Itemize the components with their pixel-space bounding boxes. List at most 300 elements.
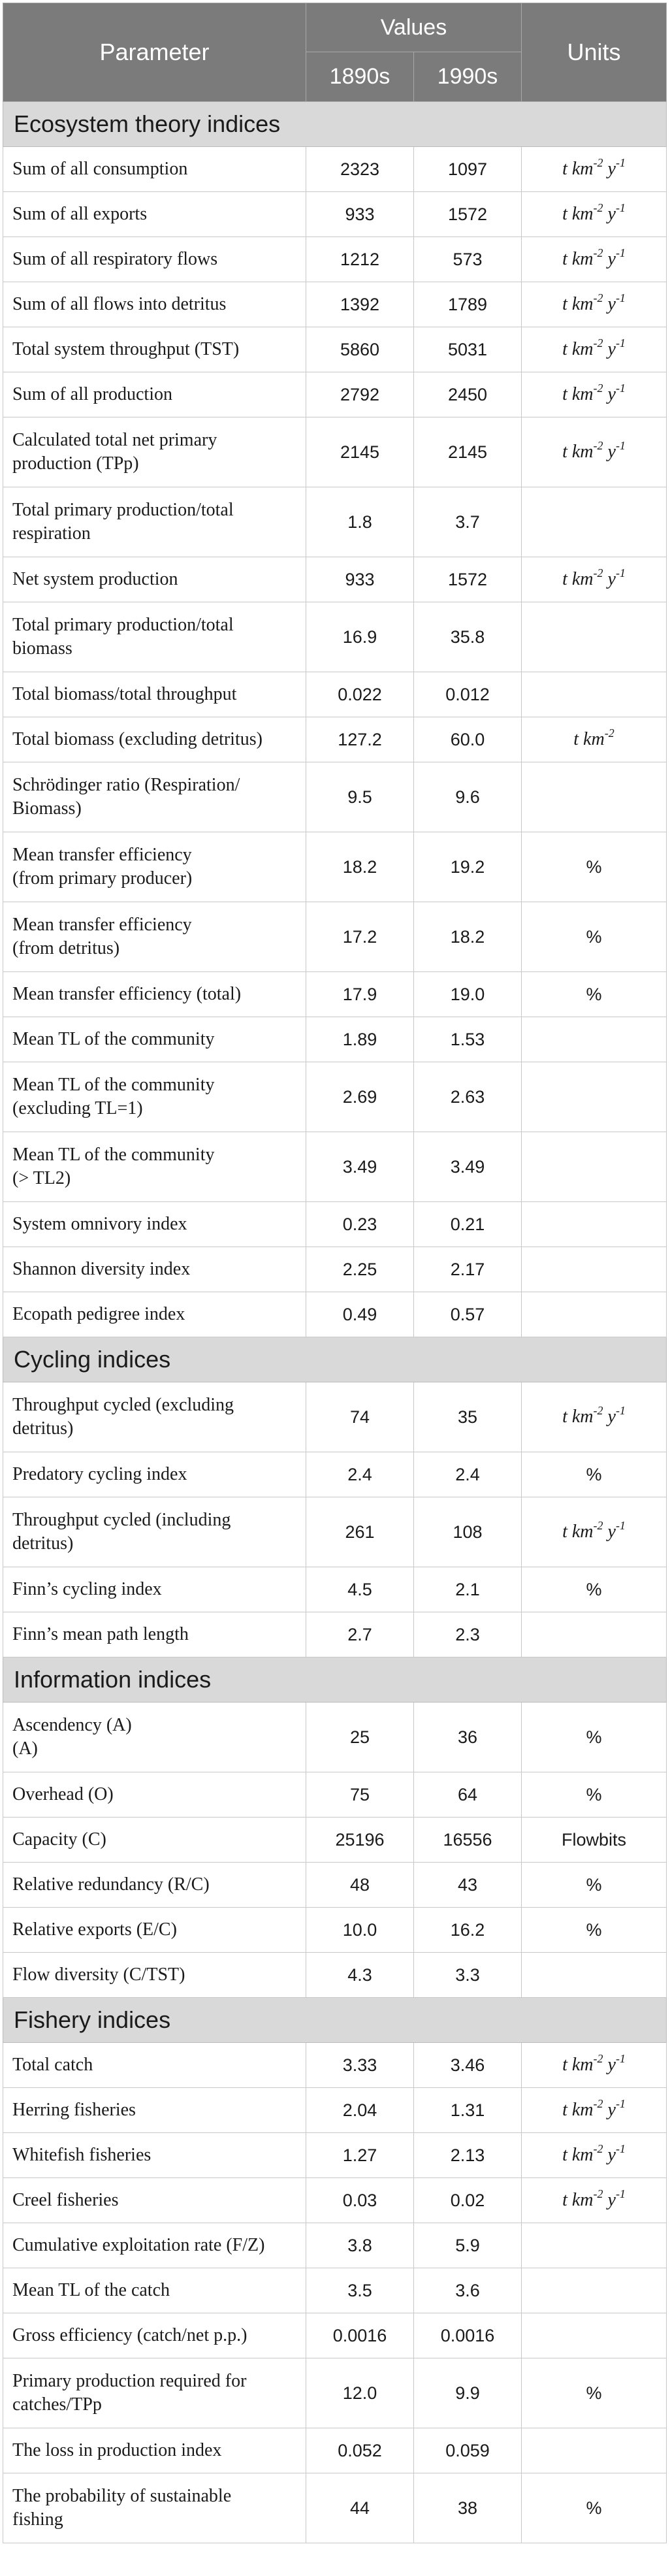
table-row [3,1818,667,1863]
parameter-cell [3,327,306,372]
table-row [3,2268,667,2313]
parameter-cell [3,2358,306,2428]
value-1990s: 2.17 [414,1247,522,1292]
unit-base: y [603,2145,616,2165]
parameter-line: Predatory cycling index [12,1464,187,1484]
parameter-line: Sum of all respiratory flows [12,249,218,269]
parameter-line: Sum of all consumption [12,159,188,179]
table-row [3,327,667,372]
parameter-cell [3,1818,306,1863]
table-row [3,487,667,557]
units-cell [522,282,667,327]
unit-base: t km [573,729,605,749]
value-1890s: 0.23 [306,1202,414,1247]
parameter-line: (A) [12,1738,38,1759]
unit-base: t km [562,2100,594,2120]
table-row [3,1612,667,1657]
units-cell [522,672,667,717]
unit-base: y [603,442,616,462]
parameter-cell [3,1292,306,1337]
value-1990s: 2.63 [414,1062,522,1132]
unit-exponent: -2 [593,382,603,395]
unit-exponent: -1 [615,2187,626,2200]
units-cell [522,147,667,192]
value-1890s: 18.2 [306,832,414,902]
parameter-cell [3,602,306,672]
unit-exponent: -1 [615,382,626,395]
table-row [3,1202,667,1247]
value-1890s: 25196 [306,1818,414,1863]
unit-base: y [603,569,616,589]
units-cell [522,1497,667,1567]
units-cell: % [522,1863,667,1908]
value-1890s: 0.022 [306,672,414,717]
parameter-line: Mean transfer efficiency [12,845,192,865]
value-1890s: 3.5 [306,2268,414,2313]
table-row [3,1382,667,1452]
unit-exponent: -2 [593,336,603,350]
table-row [3,237,667,282]
value-1890s: 2.7 [306,1612,414,1657]
value-1990s: 1.31 [414,2088,522,2133]
section-header [3,1657,667,1703]
units-cell [522,2178,667,2223]
table-row [3,282,667,327]
parameter-line: Primary production required for [12,2371,247,2391]
units-cell: % [522,902,667,972]
table-row [3,2313,667,2358]
value-1990s: 1.53 [414,1017,522,1062]
parameter-cell [3,832,306,902]
parameter-cell [3,762,306,832]
section-title: Information indices [3,1657,667,1703]
parameter-line: Relative redundancy (R/C) [12,1874,210,1895]
parameter-line: Cumulative exploitation rate (F/Z) [12,2235,265,2255]
parameter-cell [3,237,306,282]
value-1890s: 1.27 [306,2133,414,2178]
parameter-line: respiration [12,523,91,544]
unit-exponent: -2 [593,1519,603,1532]
value-1890s: 2.04 [306,2088,414,2133]
units-cell [522,192,667,237]
parameter-cell [3,717,306,762]
table-row [3,2133,667,2178]
units-cell: % [522,1452,667,1497]
parameter-cell [3,1247,306,1292]
unit-base: t km [562,1407,594,1427]
value-1990s: 3.6 [414,2268,522,2313]
parameter-line: (> TL2) [12,1168,71,1188]
parameter-cell [3,2428,306,2473]
table-row [3,417,667,487]
unit-base: t km [562,204,594,224]
value-1890s: 261 [306,1497,414,1567]
table-row [3,192,667,237]
value-1890s: 2323 [306,147,414,192]
parameter-line: Shannon diversity index [12,1259,191,1279]
unit-exponent: -1 [615,2142,626,2155]
units-cell [522,1292,667,1337]
parameter-cell [3,1452,306,1497]
units-cell: % [522,1772,667,1818]
table-row [3,1953,667,1998]
value-1990s: 1572 [414,557,522,602]
units-cell [522,1953,667,1998]
value-1890s: 2.25 [306,1247,414,1292]
units-cell [522,1382,667,1452]
unit-exponent: -1 [615,2052,626,2065]
table-row [3,1863,667,1908]
unit-exponent: -1 [615,439,626,452]
parameter-line: Whitefish fisheries [12,2145,152,2165]
parameter-cell [3,1132,306,1202]
units-cell: % [522,832,667,902]
table-row [3,1772,667,1818]
units-cell: % [522,2473,667,2543]
unit-base: y [603,249,616,269]
parameter-cell [3,1772,306,1818]
parameter-cell [3,672,306,717]
parameter-line: The probability of sustainable [12,2486,232,2506]
units-cell [522,1062,667,1132]
parameter-cell [3,1497,306,1567]
value-1990s: 18.2 [414,902,522,972]
table-row [3,602,667,672]
table-row [3,2428,667,2473]
header-values: Values [306,3,522,52]
table-header [3,3,667,102]
value-1890s: 1.8 [306,487,414,557]
unit-base: y [603,159,616,179]
table-row [3,972,667,1017]
parameter-cell [3,902,306,972]
value-1990s: 108 [414,1497,522,1567]
table-row [3,1247,667,1292]
unit-exponent: -2 [593,439,603,452]
table-row [3,2358,667,2428]
unit-exponent: -2 [604,726,614,740]
units-cell [522,372,667,417]
parameter-cell [3,2473,306,2543]
unit-exponent: -2 [593,156,603,169]
value-1890s: 127.2 [306,717,414,762]
parameter-line: Schrödinger ratio (Respiration/ [12,775,240,795]
parameter-line: Total system throughput (TST) [12,339,240,359]
parameter-line: Total biomass/total throughput [12,684,237,704]
parameter-cell [3,147,306,192]
parameter-line: Mean transfer efficiency (total) [12,984,242,1004]
value-1890s: 2.69 [306,1062,414,1132]
table-row [3,2473,667,2543]
units-cell: Flowbits [522,1818,667,1863]
table-row [3,1132,667,1202]
header-parameter: Parameter [3,3,306,102]
table-row [3,2178,667,2223]
units-cell: % [522,2358,667,2428]
parameter-line: biomass [12,638,72,659]
parameter-line: The loss in production index [12,2440,222,2460]
parameter-line: Creel fisheries [12,2190,119,2210]
unit-base: y [603,1407,616,1427]
unit-base: y [603,2055,616,2075]
parameter-line: Relative exports (E/C) [12,1919,177,1940]
units-cell [522,1247,667,1292]
value-1890s: 74 [306,1382,414,1452]
unit-base: t km [562,2055,594,2075]
value-1890s: 44 [306,2473,414,2543]
value-1990s: 9.6 [414,762,522,832]
unit-base: y [603,339,616,359]
unit-exponent: -1 [615,156,626,169]
parameter-cell [3,1017,306,1062]
units-cell [522,2223,667,2268]
unit-exponent: -2 [593,2052,603,2065]
value-1990s: 2.4 [414,1452,522,1497]
value-1990s: 0.57 [414,1292,522,1337]
header-1990s: 1990s [414,52,522,102]
parameter-cell [3,1612,306,1657]
parameter-cell [3,1062,306,1132]
parameter-cell [3,1953,306,1998]
value-1990s: 1789 [414,282,522,327]
parameter-line: Ascendency (A) [12,1715,132,1735]
parameter-line: Sum of all exports [12,204,148,224]
value-1890s: 16.9 [306,602,414,672]
unit-exponent: -1 [615,1404,626,1417]
parameter-line: Finn’s mean path length [12,1624,189,1644]
ecosystem-indices-table [3,3,667,2543]
unit-exponent: -2 [593,291,603,304]
value-1990s: 5.9 [414,2223,522,2268]
unit-base: t km [562,1522,594,1542]
value-1890s: 0.03 [306,2178,414,2223]
unit-exponent: -1 [615,566,626,579]
section-title: Fishery indices [3,1998,667,2043]
table-row [3,147,667,192]
table-row [3,2043,667,2088]
value-1890s: 1212 [306,237,414,282]
section-header [3,1998,667,2043]
table-row [3,832,667,902]
value-1890s: 1.89 [306,1017,414,1062]
unit-exponent: -2 [593,246,603,259]
value-1890s: 25 [306,1703,414,1772]
units-cell [522,2313,667,2358]
value-1990s: 43 [414,1863,522,1908]
units-cell: % [522,1567,667,1612]
value-1990s: 35.8 [414,602,522,672]
parameter-line: Ecopath pedigree index [12,1304,185,1324]
value-1990s: 19.2 [414,832,522,902]
unit-exponent: -2 [593,566,603,579]
units-cell: % [522,972,667,1017]
table-row [3,1062,667,1132]
value-1990s: 64 [414,1772,522,1818]
table-row [3,1452,667,1497]
parameter-cell [3,1703,306,1772]
parameter-line: Total biomass (excluding detritus) [12,729,263,749]
unit-base: t km [562,294,594,314]
value-1890s: 17.2 [306,902,414,972]
table-row [3,372,667,417]
value-1990s: 16.2 [414,1908,522,1953]
unit-base: t km [562,2145,594,2165]
value-1990s: 2.1 [414,1567,522,1612]
parameter-line: Finn’s cycling index [12,1579,162,1599]
parameter-cell [3,2043,306,2088]
value-1890s: 0.052 [306,2428,414,2473]
parameter-line: Mean TL of the community [12,1145,215,1165]
parameter-line: Mean TL of the catch [12,2280,170,2300]
parameter-cell [3,1908,306,1953]
value-1990s: 3.49 [414,1132,522,1202]
value-1890s: 2145 [306,417,414,487]
parameter-line: detritus) [12,1533,74,1554]
unit-exponent: -2 [593,2097,603,2110]
value-1890s: 10.0 [306,1908,414,1953]
parameter-line: (excluding TL=1) [12,1098,143,1118]
unit-exponent: -1 [615,291,626,304]
table-row [3,557,667,602]
parameter-cell [3,2313,306,2358]
parameter-line: (from primary producer) [12,868,193,889]
table-row [3,1017,667,1062]
unit-exponent: -1 [615,2097,626,2110]
parameter-line: System omnivory index [12,1214,187,1234]
header-1890s: 1890s [306,52,414,102]
parameter-cell [3,282,306,327]
parameter-cell [3,2268,306,2313]
unit-base: y [603,294,616,314]
value-1990s: 0.02 [414,2178,522,2223]
section-title: Cycling indices [3,1337,667,1382]
value-1990s: 2145 [414,417,522,487]
value-1990s: 60.0 [414,717,522,762]
unit-exponent: -2 [593,201,603,214]
table-row [3,1497,667,1567]
units-cell: % [522,1703,667,1772]
unit-base: y [603,1522,616,1542]
parameter-line: Total primary production/total [12,500,234,520]
parameter-line: catches/TPp [12,2394,102,2415]
units-cell [522,487,667,557]
value-1890s: 1392 [306,282,414,327]
value-1990s: 38 [414,2473,522,2543]
table-row [3,1908,667,1953]
value-1990s: 2450 [414,372,522,417]
value-1990s: 2.13 [414,2133,522,2178]
table-row [3,1567,667,1612]
table-container [3,3,666,2543]
value-1890s: 9.5 [306,762,414,832]
unit-exponent: -1 [615,201,626,214]
parameter-line: (from detritus) [12,938,120,958]
unit-base: t km [562,442,594,462]
parameter-line: Mean TL of the community [12,1029,215,1049]
table-row [3,717,667,762]
parameter-line: production (TPp) [12,453,139,474]
table-row [3,762,667,832]
value-1990s: 0.059 [414,2428,522,2473]
parameter-line: Total primary production/total [12,615,234,635]
units-cell [522,1612,667,1657]
value-1890s: 933 [306,557,414,602]
parameter-line: Herring fisheries [12,2100,136,2120]
value-1890s: 48 [306,1863,414,1908]
value-1990s: 35 [414,1382,522,1452]
value-1990s: 3.46 [414,2043,522,2088]
parameter-line: Mean TL of the community [12,1075,215,1095]
units-cell [522,417,667,487]
units-cell [522,557,667,602]
parameter-line: Throughput cycled (including [12,1510,231,1530]
section-header [3,102,667,147]
unit-base: t km [562,249,594,269]
value-1990s: 5031 [414,327,522,372]
units-cell [522,2428,667,2473]
units-cell [522,2043,667,2088]
units-cell [522,1132,667,1202]
parameter-cell [3,1567,306,1612]
parameter-line: Capacity (C) [12,1829,106,1850]
parameter-cell [3,372,306,417]
table-row [3,2223,667,2268]
unit-base: t km [562,384,594,404]
units-cell [522,2133,667,2178]
unit-base: t km [562,339,594,359]
parameter-cell [3,192,306,237]
parameter-line: Throughput cycled (excluding [12,1395,234,1415]
value-1990s: 3.3 [414,1953,522,1998]
value-1990s: 1572 [414,192,522,237]
value-1990s: 0.012 [414,672,522,717]
unit-base: t km [562,569,594,589]
unit-exponent: -2 [593,2142,603,2155]
table-body [3,102,667,2543]
parameter-line: Overhead (O) [12,1784,114,1804]
value-1890s: 17.9 [306,972,414,1017]
value-1990s: 9.9 [414,2358,522,2428]
parameter-cell [3,557,306,602]
table-row [3,1292,667,1337]
value-1990s: 573 [414,237,522,282]
value-1990s: 1097 [414,147,522,192]
value-1890s: 5860 [306,327,414,372]
units-cell [522,762,667,832]
parameter-cell [3,1382,306,1452]
units-cell [522,1202,667,1247]
value-1990s: 3.7 [414,487,522,557]
value-1890s: 0.49 [306,1292,414,1337]
parameter-cell [3,1863,306,1908]
parameter-line: Gross efficiency (catch/net p.p.) [12,2325,247,2345]
units-cell [522,717,667,762]
section-title: Ecosystem theory indices [3,102,667,147]
header-units: Units [522,3,667,102]
units-cell [522,327,667,372]
parameter-line: Net system production [12,569,178,589]
table-row [3,1703,667,1772]
parameter-cell [3,487,306,557]
parameter-cell [3,972,306,1017]
value-1890s: 3.33 [306,2043,414,2088]
value-1890s: 3.8 [306,2223,414,2268]
parameter-cell [3,2088,306,2133]
value-1990s: 0.0016 [414,2313,522,2358]
value-1890s: 4.5 [306,1567,414,1612]
value-1990s: 36 [414,1703,522,1772]
section-header [3,1337,667,1382]
